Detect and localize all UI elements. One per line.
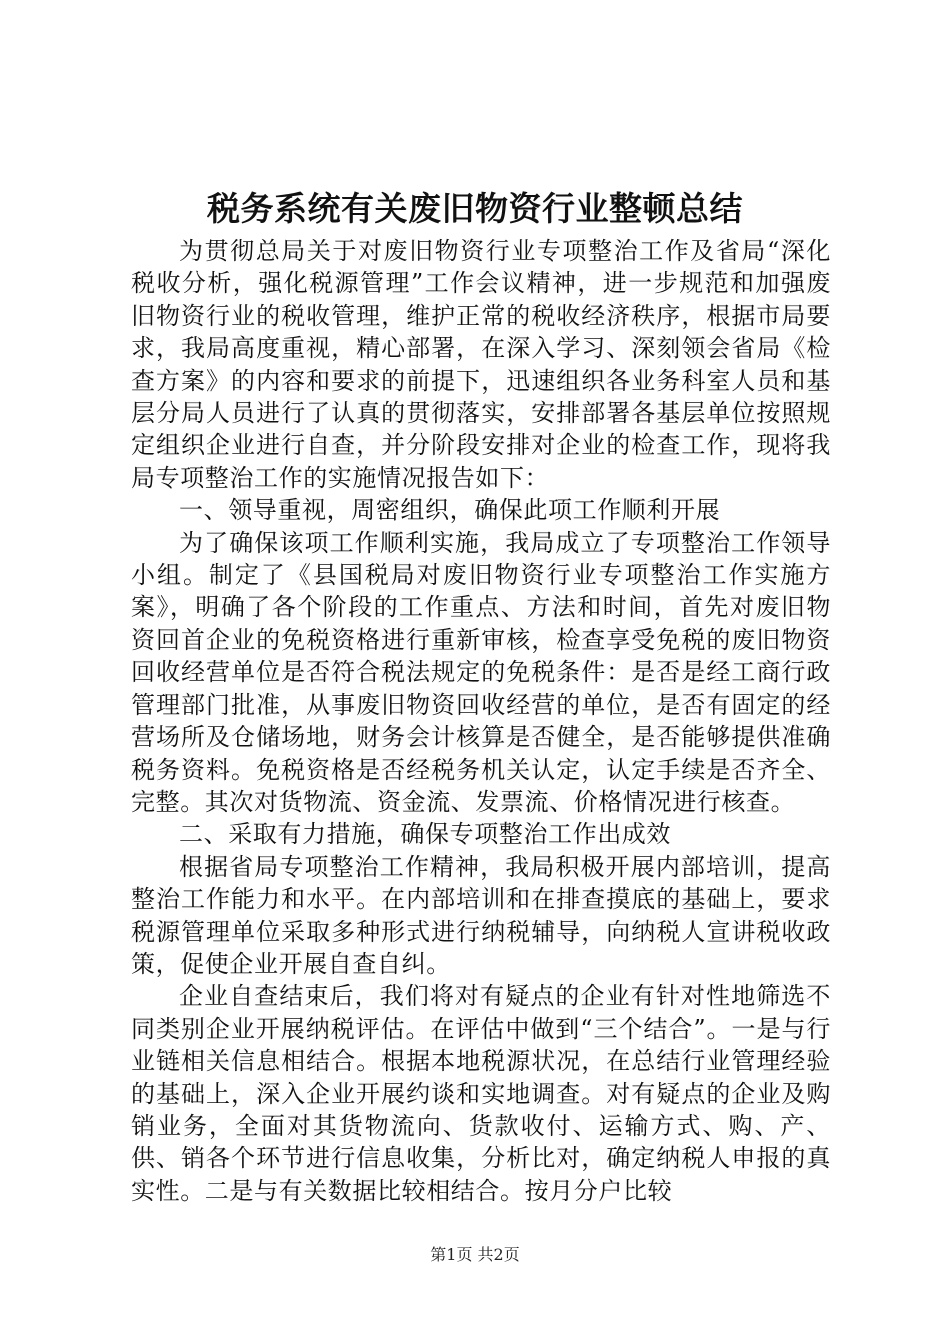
paragraph-evaluation: 企业自查结束后，我们将对有疑点的企业有针对性地筛选不同类别企业开展纳税评估。在评估中做到“三个结合”。一是与行业链相关信息相结合。根据本地税源状况，在总结行业管理经验的基础上，深入企业开展约谈和实地调查。对有疑点的企业及购销业务，全面对其货物流向、货款收付、运输方式、购、产、供、销各个环节进行信息收集，分析比对，确定纳税人申报的真实性。二是与有关数据比较相结合。按月分户比较 xyxy=(131,982,831,1205)
document-body xyxy=(131,235,831,1207)
document-title: 税务系统有关废旧物资行业整顿总结 xyxy=(207,189,743,228)
paragraph-intro: 为贯彻总局关于对废旧物资行业专项整治工作及省局“深化税收分析，强化税源管理”工作会议精神，进一步规范和加强废旧物资行业的税收管理，维护正常的税收经济秩序，根据市局要求，我局高度重视，精心部署，在深入学习、深刻领会省局《检查方案》的内容和要求的前提下，迅速组织各业务科室人员和基层分局人员进行了认真的贯彻落实，安排部署各基层单位按照规定组织企业进行自查，并分阶段安排对企业的检查工作，现将我局专项整治工作的实施情况报告如下： xyxy=(131,237,831,492)
paragraph-section-1: 为了确保该项工作顺利实施，我局成立了专项整治工作领导小组。制定了《县国税局对废旧物资行业专项整治工作实施方案》，明确了各个阶段的工作重点、方法和时间，首先对废旧物资回首企业的免税资格进行重新审核，检查享受免税的废旧物资回收经营单位是否符合税法规定的免税条件：是否是经工商行政管理部门批准，从事废旧物资回收经营的单位，是否有固定的经营场所及仓储场地，财务会计核算是否健全，是否能够提供准确税务资料。免税资格是否经税务机关认定，认定手续是否齐全、完整。其次对货物流、资金流、发票流、价格情况进行核查。 xyxy=(131,528,831,816)
page-footer: 第1页 共2页 xyxy=(430,1245,520,1264)
section-heading-1: 一、领导重视，周密组织，确保此项工作顺利开展 xyxy=(179,496,721,525)
section-heading-2: 二、采取有力措施，确保专项整治工作出成效 xyxy=(179,820,671,849)
paragraph-training: 根据省局专项整治工作精神，我局积极开展内部培训，提高整治工作能力和水平。在内部培训和在排查摸底的基础上，要求税源管理单位采取多种形式进行纳税辅导，向纳税人宣讲税收政策，促使企业开展自查自纠。 xyxy=(131,852,831,978)
